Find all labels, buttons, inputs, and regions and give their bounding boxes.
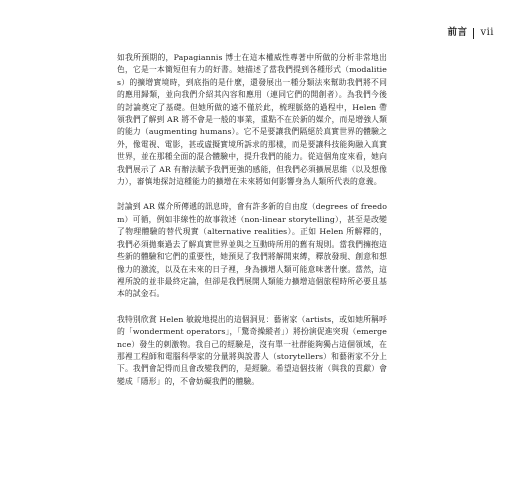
section-title: 前言 [447,27,468,38]
header-divider [473,28,474,39]
paragraph: 討論到 AR 媒介所傳遞的訊息時，會有許多新的自由度（degrees of freedom）可循，例如非線性的故事敘述（non-linear storytelling），甚至是改變了物理體驗的替代現實（alternative realities）。正如 Helen 所解釋的，我們必須拋棄過去了解真實世界並與之互動時所用的舊有規則。當我們擁抱這些新的體驗和它們的重要性，她預見了我們將解開束縛，釋放發現、創意和想像力的激流，以及在未來的日子裡，身為擴增人類可能意味著什麼。當然，這裡所說的並非最終定論，但卻是我們展開人類能力擴增這個旅程時所必要且基本的試金石。 [117,202,387,299]
paragraph: 如我所預期的，Papagiannis 博士在這本權威性專著中所做的分析非常地出色，它是一本簡短但有力的好書。她描述了當我們提到各種形式（modalities）的擴增實境時，到底指的是什麼，還發展出一種分類法來幫助我們將不同的應用歸類，並向我們介紹其內容和應用（連同它們的開創者）。為我們今後的討論奠定了基礎。但她所做的遠不僅於此，梳理脈絡的過程中，Helen 帶領我們了解到 AR 將不會是一般的事業，重點不在於新的媒介，而是增強人類的能力（augmenting humans）。它不是要讓我們隔絕於真實世界的體驗之外，像電視、電影，甚或虛擬實境所訴求的那樣，而是要讓科技能夠融入真實世界，並在那種全面的混合體驗中，提升我們的能力。從這個角度來看，她向我們展示了 AR 有辦法賦予我們更強的感能，但我們必須擴展思維（以及想像力），審慎地探討這種能力的擴增在未來將如何影響身為人類所代表的意義。 [117,53,387,187]
running-head [447,27,494,39]
page-body [117,52,387,401]
page-number: vii [480,27,494,38]
paragraph: 我特別欣賞 Helen 敏銳地提出的這個洞見：藝術家（artists，或如她所稱呼的「wonderment operators」，「驚奇操縱者」）將扮演促進突現（emergence）發生的刺激物。我自己的經驗是，沒有單一社群能夠獨占這個領域，在那裡工程師和電腦科學家的分量將與說書人（storytellers）和藝術家不分上下。我們會記得而且會改變我們的，是經驗。希望這個技術（與我的貢獻）會變成「隱形」的，不會妨礙我們的體驗。 [117,314,387,386]
